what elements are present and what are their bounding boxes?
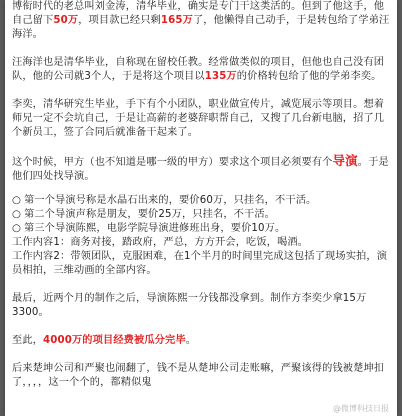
bullet-dot-icon: ○ [12, 223, 22, 234]
watermark: @微博科技日报 [333, 404, 389, 413]
amount-50w: 50万 [53, 15, 79, 26]
paragraph-7: 后来楚坤公司和严聚也闹翻了，钱不是从楚坤公司走账嘛，严聚该得的钱被楚坤扣了，，，，这一个个的，都精似鬼 [12, 363, 385, 388]
amount-165w: 165万 [160, 15, 193, 26]
bullet-dot-icon: ○ [12, 209, 22, 220]
bullet-item: ○ 第一个导演号称是水晶石出来的，要价60万，只挂名，不干活。 [12, 195, 317, 206]
paragraph-5: 最后，近两个月的制作之后，导演陈熙一分钱都没拿到。制作方李奕少拿15万3300。 [12, 293, 367, 318]
bullet-item: ○ 第三个导演陈熙，电影学院导演进修班出身，要价10万。 [12, 223, 286, 234]
bullet-item: ○ 第二个导演声称是朋友，要价25万，只挂名，不干活。 [12, 209, 276, 220]
paragraph-4: 这个时候，甲方（也不知道是哪一级的甲方）要求这个项目必须要有个导演。于是他们四处找导演。 [12, 153, 389, 182]
keyword-director: 导演 [332, 153, 358, 168]
paragraph-3: 李奕，清华研究生毕业，手下有个小团队，职业做宣传片，减览展示等项目。想着师兄一定不会坑自己，于是让高薪的老婆辞职帮自己，又搜了几台新电脑，招了几个新员工，签了合同后就准备干起来了。 [12, 99, 385, 138]
article-body [12, 0, 391, 390]
work-item-2: 工作内容2：带领团队，克服困难，在1个半月的时间里完成这包括了现场实拍，演员相拍，三维动画的全部内容。 [12, 251, 388, 276]
article-image [5, 0, 397, 416]
paragraph-2: 汪海洋也是清华毕业，自称现在留校任教。经常做类似的项目，但他也自己没有团队，他的公司就3个人，于是将这个项目以135万的价格转包给了他的学弟李奕。 [12, 57, 385, 82]
budget-split-highlight: 4000万的项目经费被瓜分完毕 [43, 335, 186, 346]
work-item-1: 工作内容1：商务对接，踏政府，严总，方方开会，吃饭，喝酒。 [12, 237, 309, 248]
bullet-dot-icon: ○ [12, 195, 22, 206]
amount-135w: 135万 [204, 71, 237, 82]
paragraph-1: 博衔时代的老总叫刘金涛，清华毕业，确实是专门干这类活的。但到了他这手，他自己留下50万，项目款已经只剩165万了，他懒得自己动手，于是转包给了学弟汪海洋。 [12, 1, 390, 40]
paragraph-6: 至此，4000万的项目经费被瓜分完毕。 [12, 335, 197, 346]
